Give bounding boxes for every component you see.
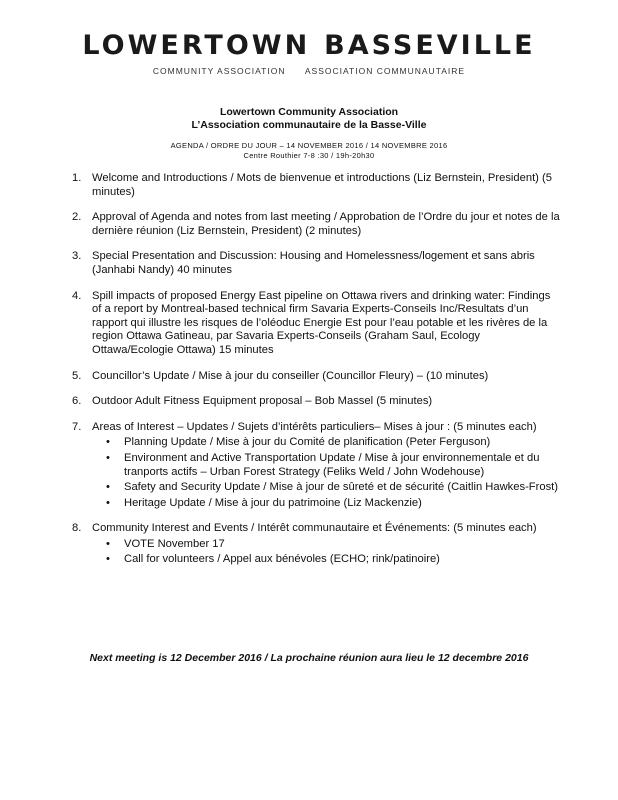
logo-word-lowertown: LOWERTOWN	[82, 30, 311, 61]
bullet-icon: •	[106, 451, 110, 464]
logo-subtitle-fr: ASSOCIATION COMMUNAUTAIRE	[304, 66, 466, 76]
agenda-item-text: Outdoor Adult Fitness Equipment proposal – Bob Massel (5 minutes)	[92, 395, 433, 408]
agenda-item	[72, 172, 562, 199]
agenda-sub-item	[106, 436, 562, 450]
next-meeting-note: Next meeting is 12 December 2016 / La prochaine réunion aura lieu le 12 decembre 2016	[89, 652, 529, 664]
bullet-icon: •	[106, 436, 110, 449]
agenda-sub-item-text: Safety and Security Update / Mise à jour de sûreté et de sécurité (Caitlin Hawkes-Frost)	[124, 481, 559, 494]
agenda-item-number: 4.	[72, 289, 82, 302]
agenda-item-number: 1.	[72, 172, 82, 184]
agenda-sub-item-text: Call for volunteers / Appel aux bénévoles (ECHO; rink/patinoire)	[124, 553, 440, 566]
agenda-item-number: 6.	[72, 395, 82, 408]
agenda-sub-item-text: Planning Update / Mise à jour du Comité de planification (Peter Ferguson)	[124, 436, 491, 449]
agenda-item	[72, 522, 562, 567]
heading-english: Lowertown Community Association	[219, 106, 399, 118]
bullet-icon: •	[106, 553, 110, 566]
agenda-item-number: 7.	[72, 420, 82, 433]
bullet-icon: •	[106, 537, 110, 550]
agenda-item	[72, 395, 562, 409]
document-heading	[0, 106, 618, 132]
agenda-item-text: Welcome and Introductions / Mots de bienvenue et introductions (Liz Bernstein, President) (5 minutes)	[92, 172, 552, 198]
association-logo	[0, 30, 618, 76]
agenda-item-number: 8.	[72, 522, 82, 535]
agenda-sub-item-text: VOTE November 17	[124, 537, 225, 550]
agenda-sub-item	[106, 452, 562, 479]
bullet-icon: •	[106, 496, 110, 509]
logo-title	[0, 30, 618, 62]
bullet-icon: •	[106, 481, 110, 494]
agenda-date-line: AGENDA / ORDRE DU JOUR – 14 NOVEMBER 2016 / 14 NOVEMBRE 2016	[170, 141, 448, 150]
agenda-item-text: Areas of Interest – Updates / Sujets d’intérêts particuliers– Mises à jour : (5 minutes each)	[92, 420, 537, 433]
agenda-item-number: 2.	[72, 211, 82, 224]
agenda-sub-item	[106, 538, 562, 552]
agenda-item-text: Councillor’s Update / Mise à jour du conseiller (Councillor Fleury) – (10 minutes)	[92, 369, 489, 382]
agenda-sub-item	[106, 497, 562, 511]
agenda-sub-item-text: Environment and Active Transportation Update / Mise à jour environnementale et du tranports actifs – Urban Forest Strategy (Feliks Weld / John Wodehouse)	[124, 451, 540, 478]
agenda-item	[72, 250, 562, 277]
heading-french: L’Association communautaire de la Basse-Ville	[191, 119, 427, 131]
logo-word-basseville: BASSEVILLE	[324, 30, 536, 61]
agenda-header	[0, 141, 618, 161]
agenda-location-line: Centre Routhier 7-8 :30 / 19h-20h30	[243, 151, 375, 160]
agenda-item-text: Special Presentation and Discussion: Housing and Homelessness/logement et sans abris (Janhabi Nandy) 40 minutes	[92, 250, 535, 276]
logo-subtitle-en: COMMUNITY ASSOCIATION	[152, 66, 286, 76]
agenda-item-text: Approval of Agenda and notes from last meeting / Approbation de l’Ordre du jour et notes de la dernière réunion (Liz Bernstein, President) (2 minutes)	[92, 211, 560, 237]
agenda-item	[72, 211, 562, 238]
agenda-sub-item	[106, 481, 562, 495]
agenda-item-number: 3.	[72, 250, 82, 263]
agenda-item-number: 5.	[72, 369, 82, 382]
logo-subtitle	[0, 66, 618, 76]
agenda-item	[72, 370, 562, 384]
agenda-item-text: Community Interest and Events / Intérêt communautaire et Événements: (5 minutes each)	[92, 522, 537, 535]
agenda-sub-item	[106, 553, 562, 567]
agenda-sub-item-text: Heritage Update / Mise à jour du patrimoine (Liz Mackenzie)	[124, 496, 422, 509]
agenda-item	[72, 421, 562, 511]
agenda-list	[72, 172, 562, 579]
agenda-sub-list	[92, 436, 562, 510]
agenda-item	[72, 290, 562, 358]
agenda-sub-list	[92, 538, 562, 567]
agenda-item-text: Spill impacts of proposed Energy East pipeline on Ottawa rivers and drinking water: Findings of a report by Montreal-based technical firm Savaria Experts-Conseils Inc/Resultats d’un rapport qui illustre les risques de l’oléoduc Energie Est pour l’eau potable et les rivères de la region Ottawa Gatineau, par Savaria Experts-Conseils (Graham Saul, Ecology Ottawa/Ecologie Ottawa) 15 minutes	[92, 289, 551, 356]
